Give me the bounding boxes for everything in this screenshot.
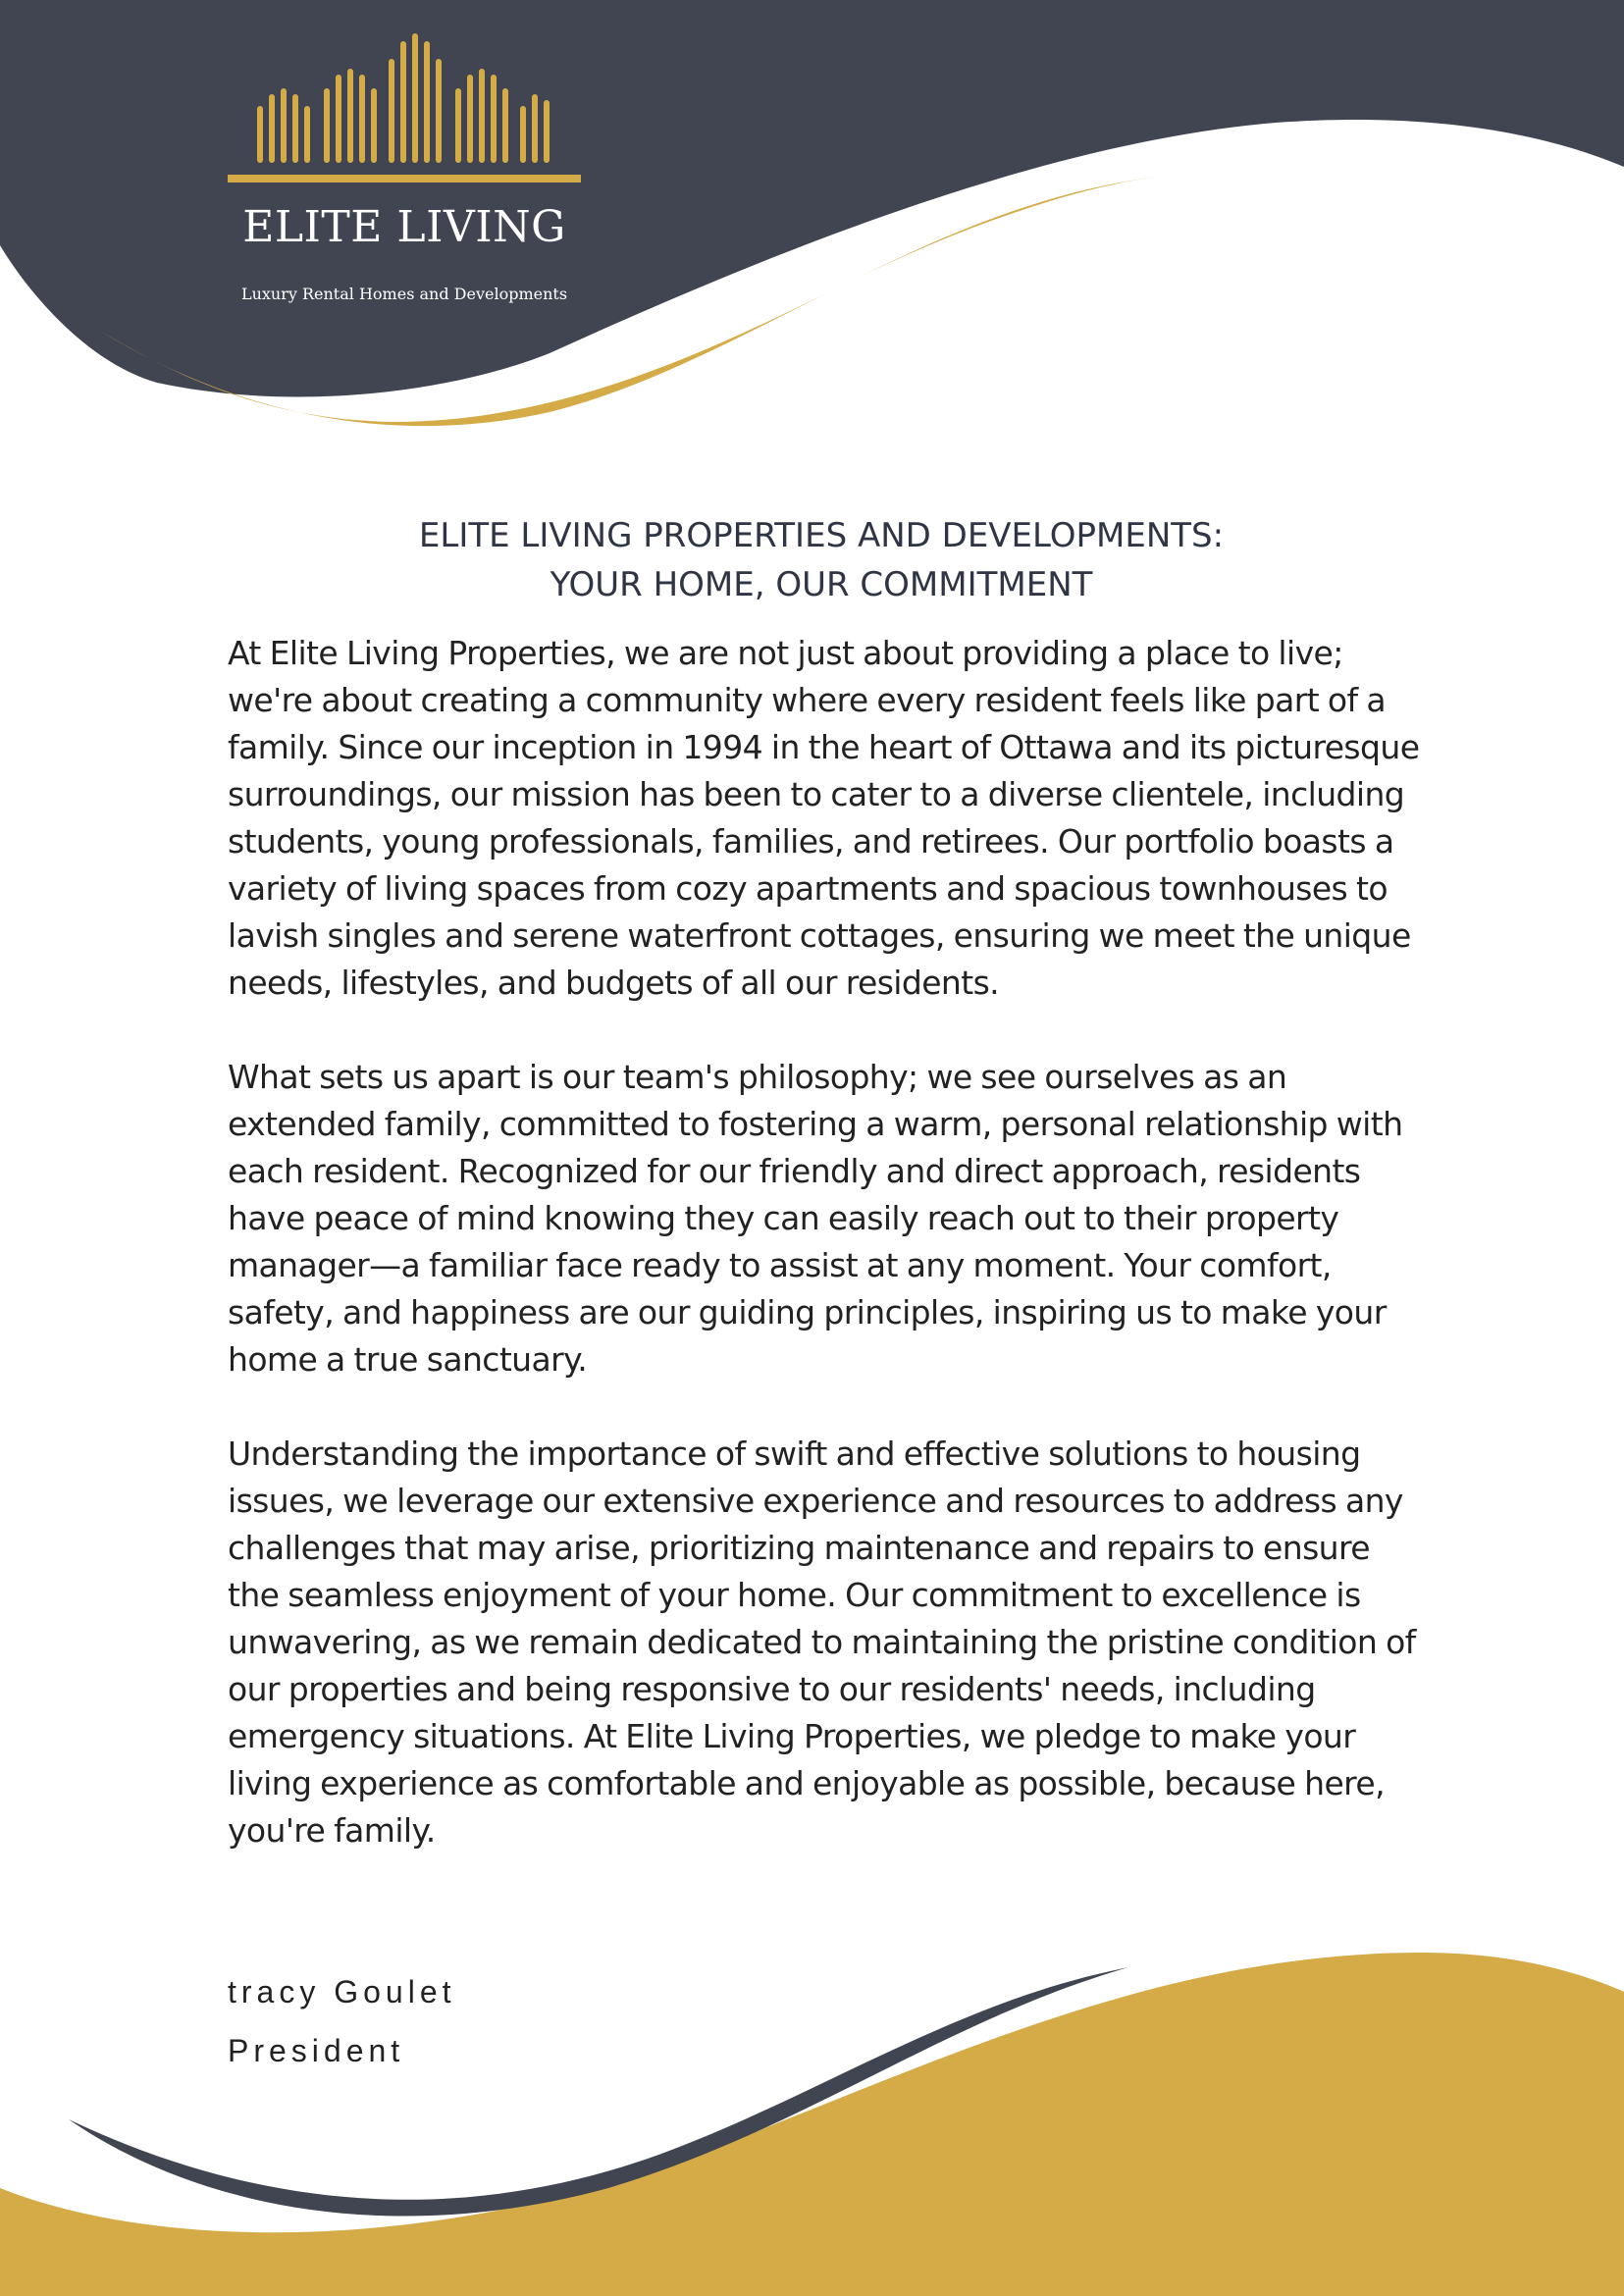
building-skyline-icon bbox=[228, 29, 581, 324]
page-title bbox=[228, 511, 1415, 609]
paragraph-commitment: Understanding the importance of swift and effective solutions to housing issues, we leverage our extensive experience and resources to address any challenges that may arise, prioritizing maintenance and repairs to ensure the seamless enjoyment of your home. Our commitment to excellence is unwavering, as we remain dedicated to maintaining the pristine condition of our properties and being responsive to our residents' needs, including emergency situations. At Elite Living Properties, we pledge to make your living experience as comfortable and enjoyable as possible, because here, you're family. bbox=[228, 1435, 1416, 1850]
letter-body bbox=[228, 630, 1425, 1902]
page-title-line-2: YOUR HOME, OUR COMMITMENT bbox=[550, 564, 1093, 604]
paragraph-intro: At Elite Living Properties, we are not just about providing a place to live; we're about creating a community where every resident feels like part of a family. Since our inception in 1994 in the heart of Ottawa and its picturesque surroundings, our mission has been to cater to a diverse clientele, including students, young professionals, families, and retirees. Our portfolio boasts a variety of living spaces from cozy apartments and spacious townhouses to lavish singles and serene waterfront cottages, ensuring we meet the unique needs, lifestyles, and budgets of all our residents. bbox=[228, 634, 1420, 1002]
signature-name: tracy Goulet bbox=[228, 1974, 456, 2009]
brand-name: ELITE LIVING bbox=[242, 202, 566, 252]
brand-tagline: Luxury Rental Homes and Developments bbox=[240, 285, 568, 303]
paragraph-philosophy: What sets us apart is our team's philosophy; we see ourselves as an extended family, committed to fostering a warm, personal relationship with each resident. Recognized for our friendly and direct approach, residents have peace of mind knowing they can easily reach out to their property manager—a familiar face ready to assist at any moment. Your comfort, safety, and happiness are our guiding principles, inspiring us to make your home a true sanctuary. bbox=[228, 1058, 1403, 1379]
signature-block bbox=[228, 1962, 456, 2080]
page-title-line-1: ELITE LIVING PROPERTIES AND DEVELOPMENTS: bbox=[418, 515, 1225, 555]
signature-title: President bbox=[228, 2033, 405, 2068]
